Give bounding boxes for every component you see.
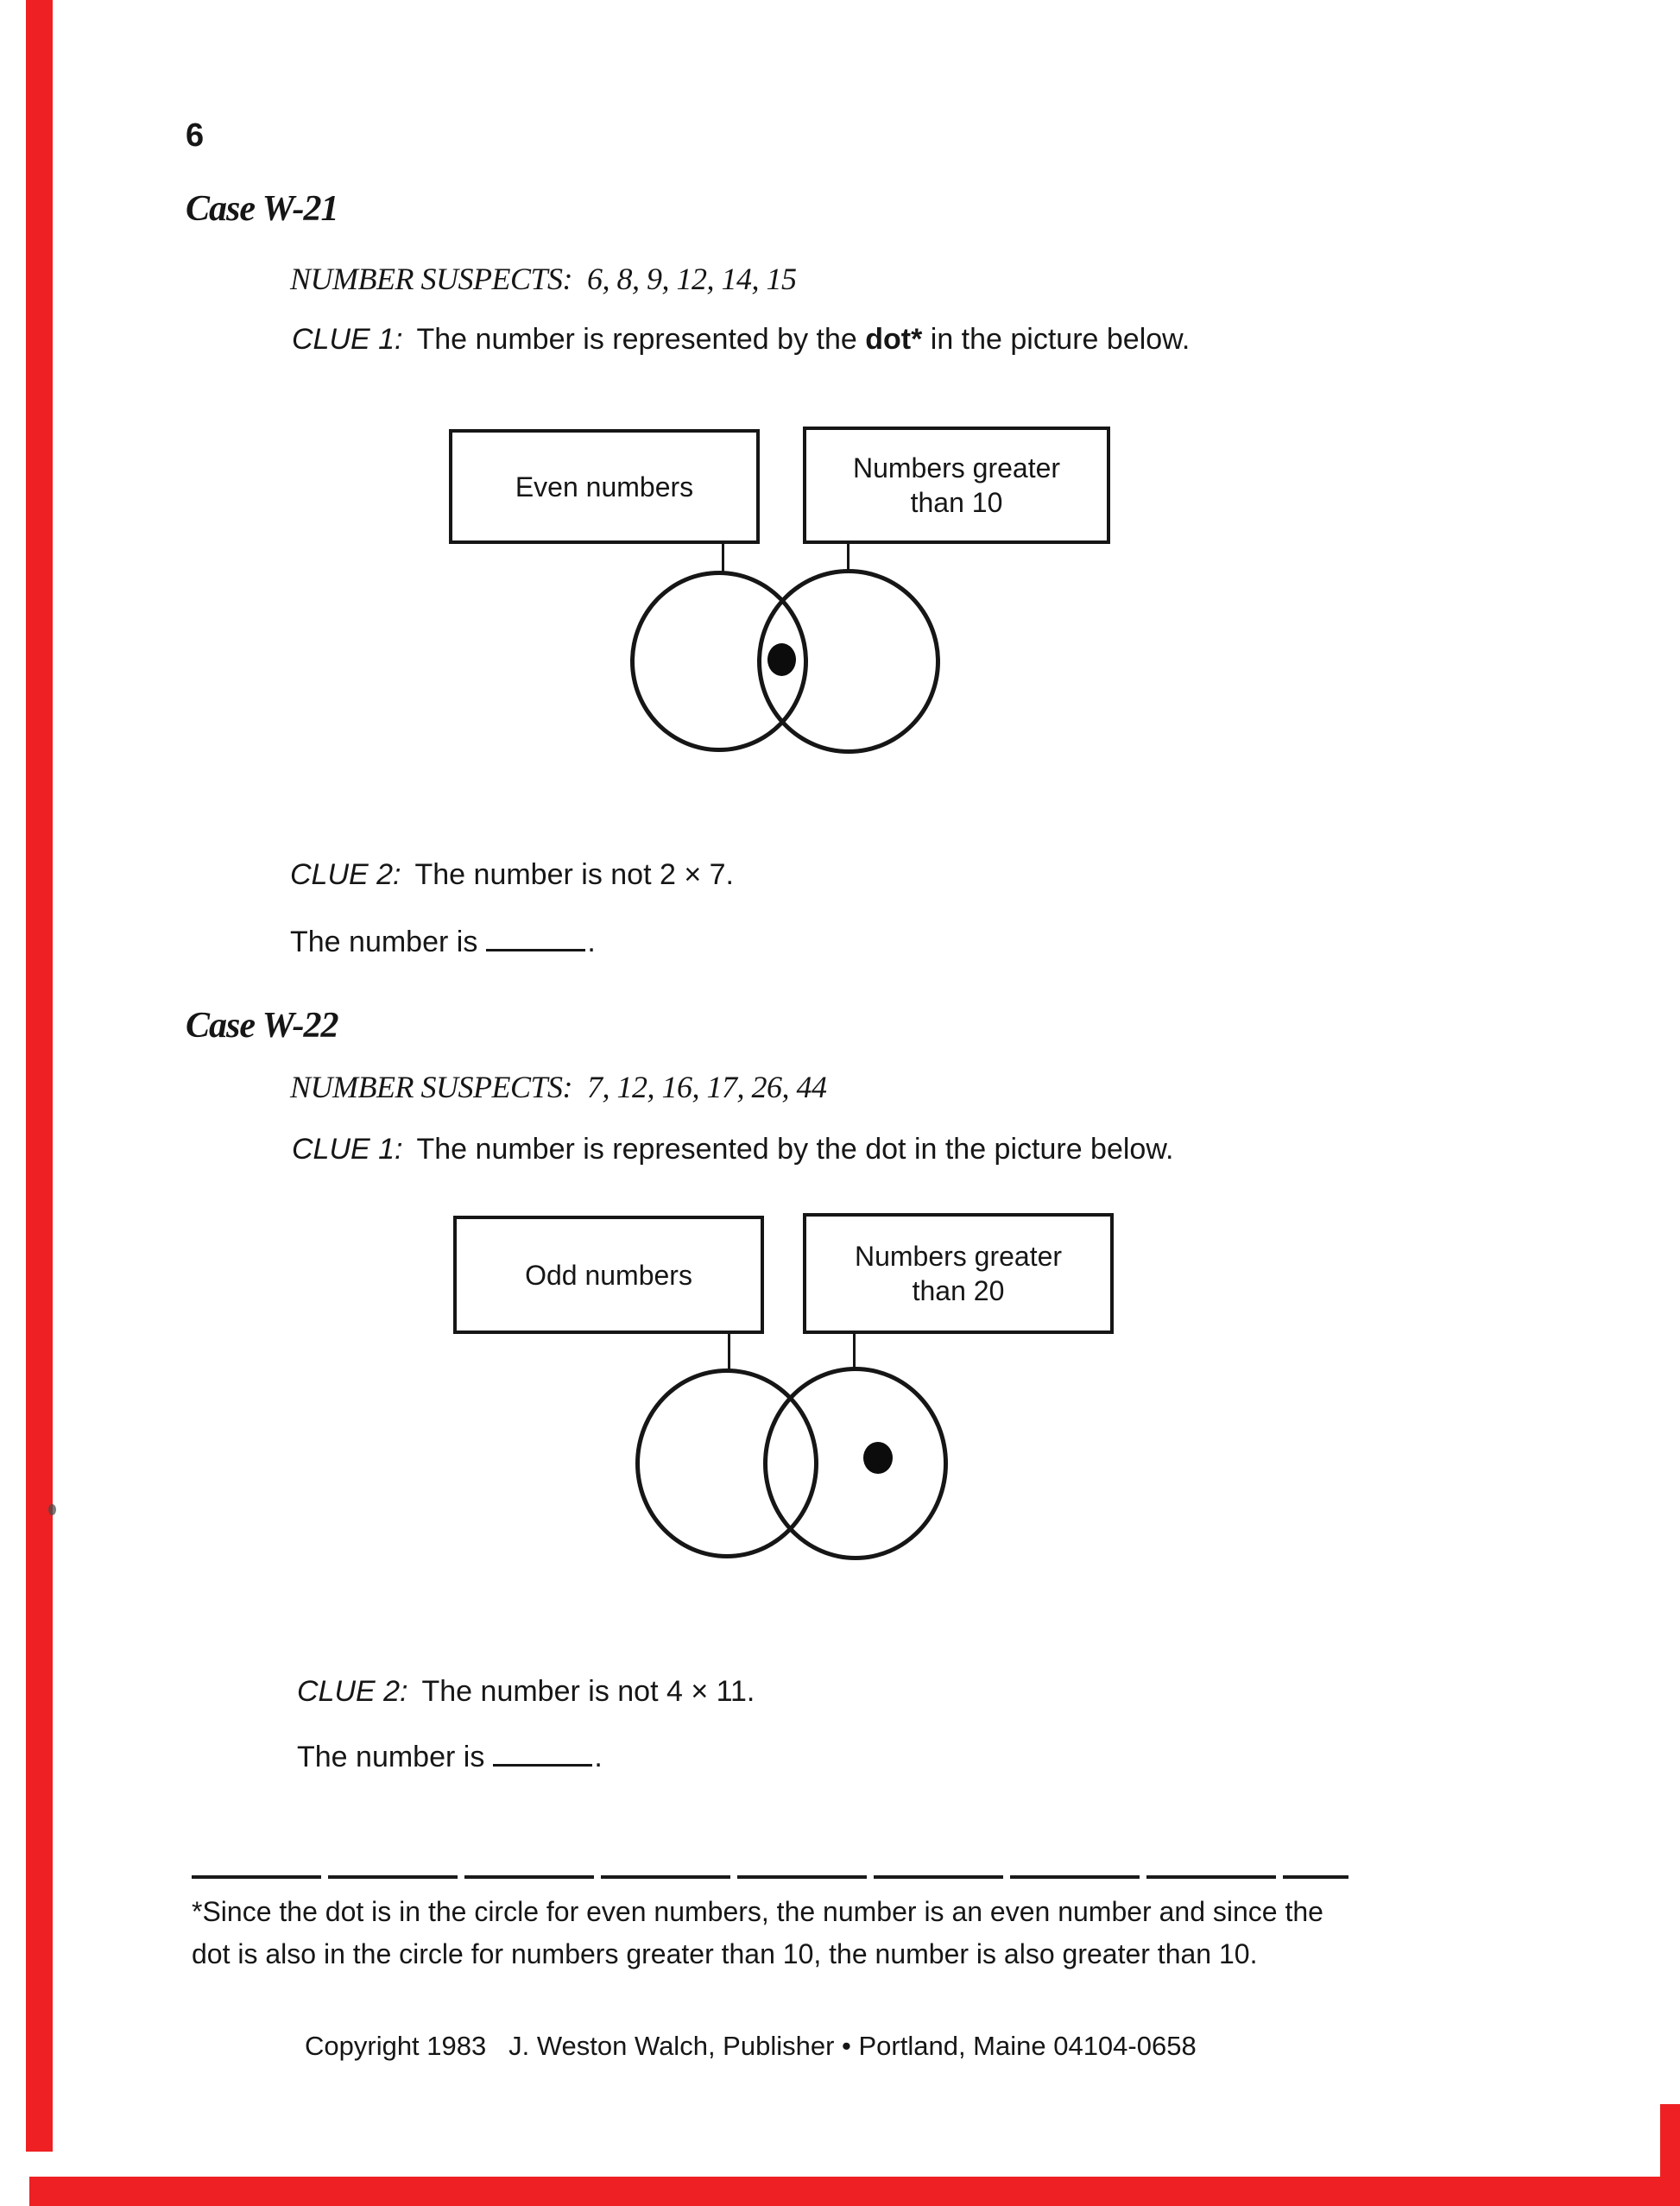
answer-text: The number is (297, 1741, 485, 1773)
case-w22-suspects (290, 1069, 826, 1105)
venn-right-box-line1: Numbers greater (854, 1241, 1063, 1272)
venn-right-box (803, 1213, 1114, 1334)
answer-blank (493, 1741, 592, 1767)
suspects-values: 7, 12, 16, 17, 26, 44 (586, 1070, 827, 1104)
suspects-label: NUMBER SUSPECTS: (290, 262, 572, 296)
case-w22-title: Case W-22 (186, 1006, 338, 1046)
venn-right-box (803, 427, 1110, 544)
venn-right-box-line2: than 20 (912, 1275, 1005, 1306)
venn-dot (863, 1442, 893, 1474)
venn-right-box-label (855, 1239, 1062, 1308)
clue1-dot-word: dot* (865, 323, 923, 356)
case-w22-clue1 (292, 1133, 1173, 1166)
clue2-text: The number is not 4 × 11. (421, 1675, 755, 1708)
scan-edge-bottom-bar (29, 2177, 1680, 2206)
case-w22-answer-line (297, 1741, 603, 1774)
footnote-separator-line (192, 1875, 1348, 1879)
clue1-label: CLUE 1: (292, 323, 403, 356)
answer-blank (486, 926, 585, 951)
scan-edge-left-bar (26, 0, 53, 2152)
scan-stray-mark (48, 1504, 56, 1515)
venn-dot (767, 643, 796, 676)
case-w22-clue2 (297, 1675, 755, 1709)
case-w21-suspects (290, 261, 796, 297)
clue1-label: CLUE 1: (292, 1133, 403, 1166)
venn-right-circle (763, 1367, 948, 1560)
suspects-spacer (572, 262, 587, 296)
clue1-text: The number is represented by the dot in the picture below. (416, 1133, 1174, 1166)
venn-right-box-label (853, 451, 1060, 520)
suspects-values: 6, 8, 9, 12, 14, 15 (586, 262, 797, 296)
case-w21-answer-line (290, 926, 596, 959)
answer-text: The number is (290, 926, 478, 958)
clue2-text: The number is not 2 × 7. (414, 858, 734, 891)
clue1-text-pre: The number is represented by the (416, 323, 866, 356)
suspects-spacer (572, 1070, 587, 1104)
case-w21-clue1 (292, 323, 1190, 357)
answer-period: . (594, 1741, 603, 1773)
clue1-text-post: in the picture below. (922, 323, 1191, 356)
venn-right-connector (847, 544, 849, 572)
answer-period: . (587, 926, 596, 958)
venn-left-connector (728, 1334, 730, 1370)
clue2-label: CLUE 2: (290, 858, 401, 891)
copyright-line: Copyright 1983 J. Weston Walch, Publisher • Portland, Maine 04104-0658 (305, 2031, 1197, 2061)
clue2-label: CLUE 2: (297, 1675, 408, 1708)
venn-left-box-label: Even numbers (515, 471, 694, 503)
venn-right-box-line1: Numbers greater (852, 452, 1061, 484)
page-number: 6 (186, 117, 205, 154)
scan-edge-right-bar (1660, 2104, 1680, 2206)
case-w21-title: Case W-21 (186, 189, 338, 229)
venn-left-box (449, 429, 760, 544)
suspects-label: NUMBER SUSPECTS: (290, 1070, 572, 1104)
venn-left-box (453, 1216, 764, 1334)
case-w21-clue2 (290, 858, 734, 892)
venn-right-connector (853, 1334, 856, 1368)
venn-left-box-label: Odd numbers (525, 1259, 692, 1291)
footnote-text: *Since the dot is in the circle for even numbers, the number is an even number and since the dot is also in the circle for numbers greater than 10, the number is also greater than 10. (192, 1896, 1323, 1969)
venn-right-box-line2: than 10 (910, 487, 1003, 518)
